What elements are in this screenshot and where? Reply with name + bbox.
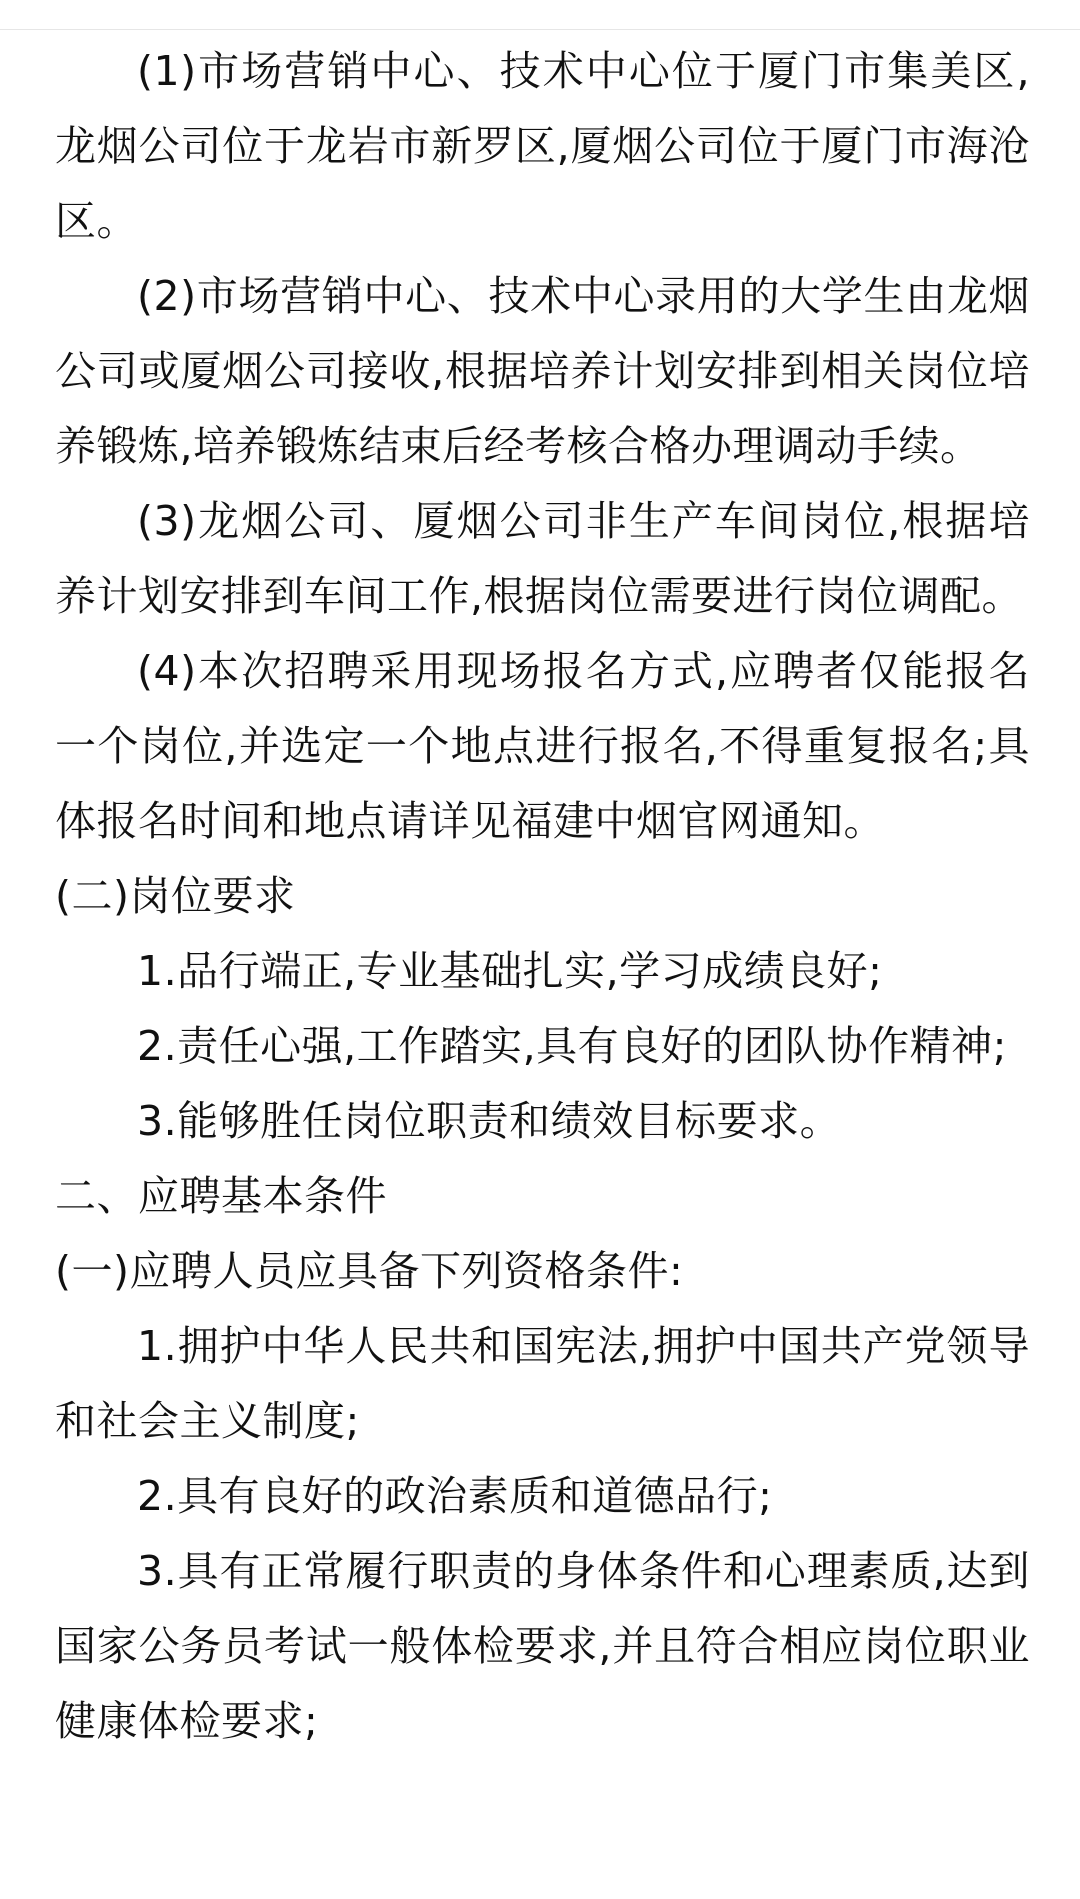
list-item: 2.具有良好的政治素质和道德品行; bbox=[137, 1472, 773, 1520]
list-item: 2.责任心强,工作踏实,具有良好的团队协作精神; bbox=[137, 1022, 1007, 1070]
list-item: 1.品行端正,专业基础扎实,学习成绩良好; bbox=[137, 947, 883, 995]
paragraph-location: (1)市场营销中心、技术中心位于厦门市集美区,龙烟公司位于龙岩市新罗区,厦烟公司位于厦门市海沧区。 bbox=[55, 47, 1030, 245]
paragraph-placement: (2)市场营销中心、技术中心录用的大学生由龙烟公司或厦烟公司接收,根据培养计划安排到相关岗位培养锻炼,培养锻炼结束后经考核合格办理调动手续。 bbox=[55, 272, 1030, 470]
article-body bbox=[55, 34, 1030, 1759]
section-heading-conditions: 二、应聘基本条件 bbox=[55, 1172, 387, 1220]
list-item: 1.拥护中华人民共和国宪法,拥护中国共产党领导和社会主义制度; bbox=[55, 1322, 1030, 1445]
top-bar bbox=[0, 0, 1080, 30]
list-item: 3.具有正常履行职责的身体条件和心理素质,达到国家公务员考试一般体检要求,并且符合相应岗位职业健康体检要求; bbox=[55, 1547, 1030, 1745]
list-item: 3.能够胜任岗位职责和绩效目标要求。 bbox=[137, 1097, 842, 1145]
paragraph-workshop: (3)龙烟公司、厦烟公司非生产车间岗位,根据培养计划安排到车间工作,根据岗位需要进行岗位调配。 bbox=[55, 497, 1030, 620]
subsection-heading-qualifications: (一)应聘人员应具备下列资格条件: bbox=[55, 1247, 684, 1295]
section-heading-requirements: (二)岗位要求 bbox=[55, 872, 296, 920]
paragraph-registration: (4)本次招聘采用现场报名方式,应聘者仅能报名一个岗位,并选定一个地点进行报名,不得重复报名;具体报名时间和地点请详见福建中烟官网通知。 bbox=[55, 647, 1030, 845]
